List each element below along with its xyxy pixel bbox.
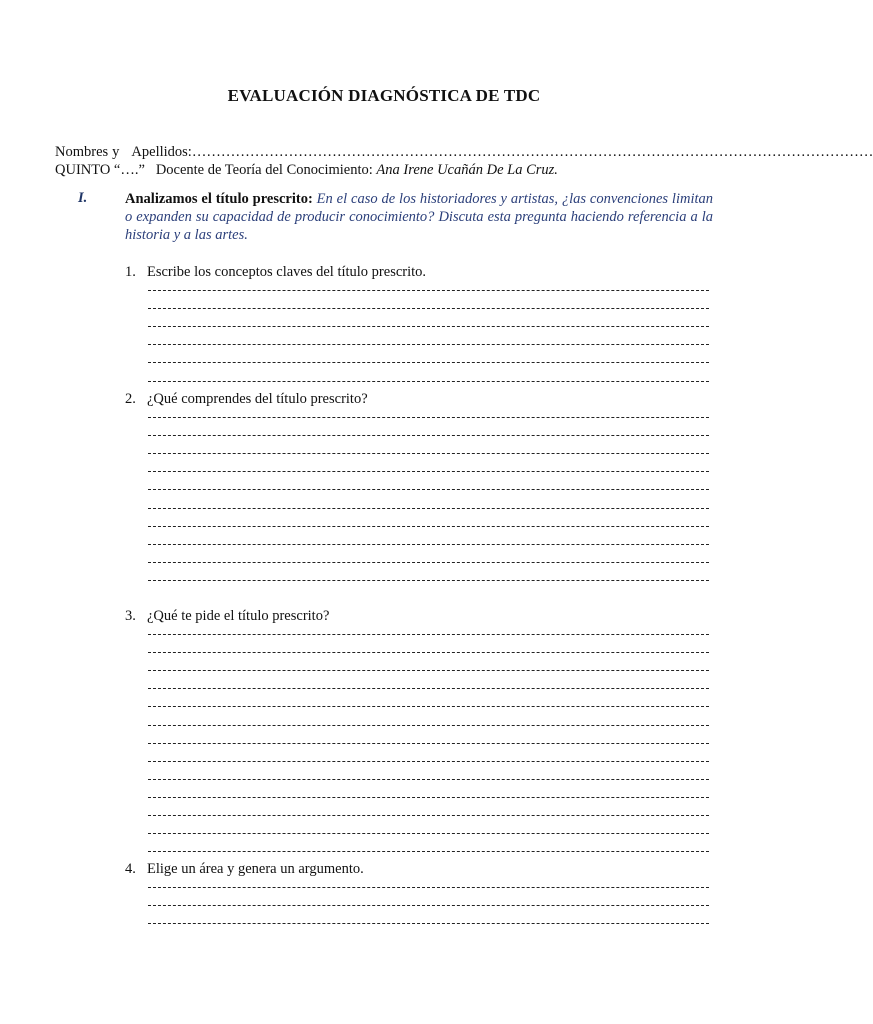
question-text: Elige un área y genera un argumento. [147, 861, 364, 877]
question-number: 2. [125, 391, 136, 407]
name-label-word-2: y [112, 144, 120, 160]
question-2 [125, 391, 368, 408]
student-name-line [55, 144, 873, 161]
question-number: 4. [125, 861, 136, 877]
answer-line[interactable] [148, 634, 709, 635]
question-number: 3. [125, 608, 136, 624]
answer-line[interactable] [148, 923, 709, 924]
answer-line[interactable] [148, 670, 709, 671]
name-label-word-1: Nombres [55, 144, 109, 160]
question-3 [125, 608, 329, 625]
answer-line[interactable] [148, 761, 709, 762]
question-text: Escribe los conceptos claves del título prescrito. [147, 264, 427, 280]
answer-line[interactable] [148, 725, 709, 726]
question-4 [125, 861, 364, 878]
answer-line[interactable] [148, 797, 709, 798]
section-number: I. [78, 190, 88, 206]
section-lead: Analizamos el título prescrito: [125, 191, 313, 207]
answer-line[interactable] [148, 471, 709, 472]
answer-line[interactable] [148, 381, 709, 382]
answer-line[interactable] [148, 417, 709, 418]
answer-line[interactable] [148, 344, 709, 345]
grade-label: QUINTO “….” [55, 162, 145, 178]
section-instruction [125, 190, 713, 244]
answer-line[interactable] [148, 815, 709, 816]
question-number: 1. [125, 264, 136, 280]
section-prompt: En el caso de los historiadores y artistas, ¿las convenciones limitan o expanden su capacidad de producir conocimiento? Discuta esta pregunta haciendo referencia a la historia y a las artes. [125, 191, 714, 243]
question-text: ¿Qué te pide el título prescrito? [147, 608, 330, 624]
answer-line[interactable] [148, 508, 709, 509]
page-title: EVALUACIÓN DIAGNÓSTICA DE TDC [227, 86, 541, 105]
answer-line[interactable] [148, 435, 709, 436]
answer-line[interactable] [148, 489, 709, 490]
answer-line[interactable] [148, 887, 709, 888]
answer-line[interactable] [148, 580, 709, 581]
answer-line[interactable] [148, 526, 709, 527]
answer-line[interactable] [148, 833, 709, 834]
answer-line[interactable] [148, 453, 709, 454]
answer-line[interactable] [148, 905, 709, 906]
answer-line[interactable] [148, 706, 709, 707]
answer-line[interactable] [148, 562, 709, 563]
answer-line[interactable] [148, 652, 709, 653]
answer-line[interactable] [148, 362, 709, 363]
answer-line[interactable] [148, 326, 709, 327]
question-1 [125, 264, 426, 281]
teacher-name: Ana Irene Ucañán De La Cruz. [376, 162, 558, 178]
question-text: ¿Qué comprendes del título prescrito? [147, 391, 368, 407]
answer-line[interactable] [148, 290, 709, 291]
name-label-word-3: Apellidos: [131, 144, 192, 160]
answer-line[interactable] [148, 743, 709, 744]
teacher-label: Docente de Teoría del Conocimiento: [155, 162, 373, 178]
name-fill-dots: …………………………………………………………………………………………………………………………… [191, 144, 873, 160]
answer-line[interactable] [148, 544, 709, 545]
course-line [55, 162, 558, 179]
answer-line[interactable] [148, 851, 709, 852]
answer-line[interactable] [148, 308, 709, 309]
answer-line[interactable] [148, 688, 709, 689]
answer-line[interactable] [148, 779, 709, 780]
